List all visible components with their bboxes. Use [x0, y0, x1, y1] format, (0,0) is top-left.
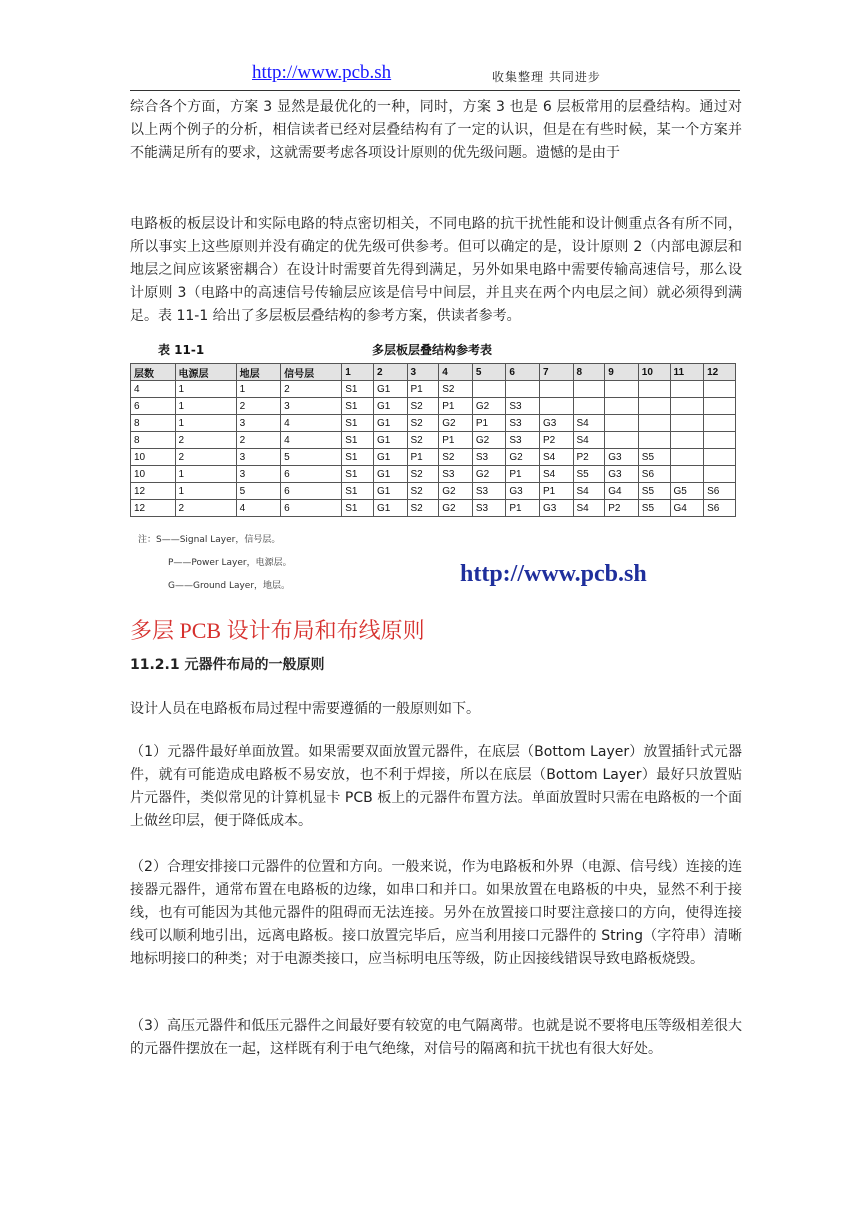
paragraph-intro: 设计人员在电路板布局过程中需要遵循的一般原则如下。 — [130, 701, 480, 717]
table-cell — [605, 398, 639, 415]
table-cell: 4 — [281, 415, 342, 432]
paragraph-rule-1: （1）元器件最好单面放置。如果需要双面放置元器件，在底层（Bottom Layer）放置插针式元器件，就有可能造成电路板不易安放，也不利于焊接，所以在底层（Bottom Layer）最好只放置贴片元器件，类似常见的计算机显卡 PCB 板上的元器件布置方法。单面放置时只需在电路板的一个面上做丝印层，便于降低成本。 — [130, 744, 742, 829]
table-cell — [704, 432, 736, 449]
table-cell: 2 — [281, 381, 342, 398]
table-cell: G1 — [373, 398, 407, 415]
table-cell: G3 — [605, 449, 639, 466]
table-cell — [704, 415, 736, 432]
table-cell: S4 — [539, 466, 573, 483]
table-cell: G3 — [539, 500, 573, 517]
table-notes — [138, 529, 292, 598]
table-cell — [670, 449, 704, 466]
table-cell: P2 — [539, 432, 573, 449]
table-header-cell: 4 — [439, 364, 473, 381]
table-cell — [638, 398, 670, 415]
table-cell: 2 — [175, 500, 236, 517]
table-cell: S1 — [342, 466, 374, 483]
table-cell: S4 — [573, 415, 605, 432]
table-cell: 4 — [281, 432, 342, 449]
table-cell: S3 — [506, 432, 540, 449]
table-cell: 12 — [131, 483, 176, 500]
table-header-cell: 8 — [573, 364, 605, 381]
table-cell: P2 — [573, 449, 605, 466]
section-title: 多层 PCB 设计布局和布线原则 — [130, 618, 425, 643]
table-cell: 8 — [131, 432, 176, 449]
table-cell: 5 — [281, 449, 342, 466]
paragraph-summary: 综合各个方面，方案 3 显然是最优化的一种，同时，方案 3 也是 6 层板常用的层叠结构。通过对以上两个例子的分析，相信读者已经对层叠结构有了一定的认识，但是在有些时候，某一个方案并不能满足所有的要求，这就需要考虑各项设计原则的优先级问题。遗憾的是由于 — [130, 99, 742, 161]
layer-stack-table — [130, 363, 736, 517]
table-cell — [670, 432, 704, 449]
table-cell — [670, 398, 704, 415]
table-cell: 3 — [236, 466, 281, 483]
table-header-cell: 3 — [407, 364, 439, 381]
table-cell: G2 — [439, 415, 473, 432]
table-cell — [573, 398, 605, 415]
table-cell: S5 — [638, 449, 670, 466]
table-cell: P1 — [472, 415, 506, 432]
table-cell: S4 — [573, 500, 605, 517]
table-cell: P1 — [539, 483, 573, 500]
table-cell: 2 — [175, 432, 236, 449]
table-cell: S4 — [539, 449, 573, 466]
table-cell: 3 — [236, 415, 281, 432]
table-header-cell: 11 — [670, 364, 704, 381]
table-cell — [638, 415, 670, 432]
table-cell — [506, 381, 540, 398]
table-cell: S3 — [472, 449, 506, 466]
table-cell: 2 — [236, 432, 281, 449]
table-cell: 1 — [175, 415, 236, 432]
table-cell: 8 — [131, 415, 176, 432]
table-cell: 1 — [175, 381, 236, 398]
section-subtitle: 11.2.1 元器件布局的一般原则 — [130, 657, 325, 673]
table-cell: G3 — [539, 415, 573, 432]
table-cell: S5 — [573, 466, 605, 483]
table-row — [131, 466, 736, 483]
table-header-row — [131, 364, 736, 381]
table-cell: G4 — [670, 500, 704, 517]
watermark-url: http://www.pcb.sh — [460, 561, 647, 587]
table-cell: G3 — [605, 466, 639, 483]
table-cell: G2 — [472, 432, 506, 449]
table-cell — [573, 381, 605, 398]
table-cell: S2 — [439, 449, 473, 466]
table-cell: P1 — [439, 432, 473, 449]
page-header — [130, 62, 740, 91]
table-cell — [704, 381, 736, 398]
table-cell: 6 — [131, 398, 176, 415]
table-cell: G5 — [670, 483, 704, 500]
table-label: 表 11-1 — [158, 343, 205, 357]
table-cell: S3 — [472, 483, 506, 500]
table-cell: G1 — [373, 449, 407, 466]
table-cell: G1 — [373, 483, 407, 500]
table-cell: P1 — [407, 449, 439, 466]
table-cell: 2 — [175, 449, 236, 466]
table-cell: S3 — [506, 398, 540, 415]
table-cell: 12 — [131, 500, 176, 517]
table-cell: G1 — [373, 432, 407, 449]
table-cell: S2 — [407, 500, 439, 517]
table-cell: S6 — [638, 466, 670, 483]
table-cell: G2 — [506, 449, 540, 466]
table-cell — [670, 466, 704, 483]
table-cell: 5 — [236, 483, 281, 500]
table-cell: S1 — [342, 449, 374, 466]
table-cell — [638, 381, 670, 398]
table-cell: G1 — [373, 415, 407, 432]
table-cell: S5 — [638, 500, 670, 517]
table-cell: S2 — [407, 466, 439, 483]
note-ground: G——Ground Layer，地层。 — [168, 581, 291, 591]
table-cell: G1 — [373, 466, 407, 483]
table-cell: S2 — [407, 415, 439, 432]
table-row — [131, 398, 736, 415]
header-url-link[interactable]: http://www.pcb.sh — [252, 62, 392, 83]
table-cell — [605, 415, 639, 432]
table-cell — [704, 398, 736, 415]
table-cell: 4 — [131, 381, 176, 398]
table-cell — [605, 432, 639, 449]
table-cell: S3 — [439, 466, 473, 483]
table-header-cell: 5 — [472, 364, 506, 381]
table-cell: S4 — [573, 483, 605, 500]
table-row — [131, 415, 736, 432]
table-cell: S3 — [472, 500, 506, 517]
table-cell — [704, 466, 736, 483]
table-cell: 10 — [131, 466, 176, 483]
header-tagline: 收集整理 共同进步 — [492, 70, 601, 84]
table-header-cell: 1 — [342, 364, 374, 381]
table-cell: S1 — [342, 483, 374, 500]
note-power: P——Power Layer，电源层。 — [168, 558, 292, 568]
table-header-cell: 层数 — [131, 364, 176, 381]
table-cell — [472, 381, 506, 398]
table-cell: S2 — [439, 381, 473, 398]
table-header-cell: 电源层 — [175, 364, 236, 381]
table-header-cell: 10 — [638, 364, 670, 381]
table-cell: 1 — [175, 398, 236, 415]
table-cell: P1 — [506, 500, 540, 517]
table-cell: 1 — [236, 381, 281, 398]
table-cell: S2 — [407, 398, 439, 415]
table-cell: 1 — [175, 466, 236, 483]
layer-stack-table-figure — [130, 337, 738, 599]
table-cell: P1 — [506, 466, 540, 483]
table-cell: 6 — [281, 483, 342, 500]
table-cell: 3 — [236, 449, 281, 466]
table-cell: G2 — [439, 483, 473, 500]
table-cell: G1 — [373, 381, 407, 398]
table-header-cell: 2 — [373, 364, 407, 381]
table-header-cell: 6 — [506, 364, 540, 381]
table-cell: 2 — [236, 398, 281, 415]
table-cell: G2 — [472, 466, 506, 483]
table-title: 多层板层叠结构参考表 — [372, 343, 493, 357]
table-cell: S1 — [342, 500, 374, 517]
table-cell: G2 — [439, 500, 473, 517]
table-header-cell: 7 — [539, 364, 573, 381]
table-cell: S1 — [342, 398, 374, 415]
table-row — [131, 483, 736, 500]
table-cell: S2 — [407, 432, 439, 449]
table-cell: P1 — [407, 381, 439, 398]
table-cell — [638, 432, 670, 449]
table-cell: 6 — [281, 466, 342, 483]
table-cell: G1 — [373, 500, 407, 517]
table-cell: S1 — [342, 432, 374, 449]
table-cell: 10 — [131, 449, 176, 466]
table-cell: S1 — [342, 381, 374, 398]
table-row — [131, 449, 736, 466]
table-cell: S6 — [704, 483, 736, 500]
table-cell: 3 — [281, 398, 342, 415]
table-cell: S3 — [506, 415, 540, 432]
table-cell: P1 — [439, 398, 473, 415]
table-cell: S4 — [573, 432, 605, 449]
table-cell: P2 — [605, 500, 639, 517]
table-cell: S6 — [704, 500, 736, 517]
table-cell — [670, 415, 704, 432]
table-cell — [704, 449, 736, 466]
paragraph-rule-2: （2）合理安排接口元器件的位置和方向。一般来说，作为电路板和外界（电源、信号线）连接的连接器元器件，通常布置在电路板的边缘，如串口和并口。如果放置在电路板的中央，显然不利于接线，也有可能因为其他元器件的阻碍而无法连接。另外在放置接口时要注意接口的方向，使得连接线可以顺利地引出，远离电路板。接口放置完毕后，应当利用接口元器件的 String（字符串）清晰地标明接口的种类；对于电源类接口，应当标明电压等级，防止因接线错误导致电路板烧毁。 — [130, 859, 742, 967]
table-cell — [670, 381, 704, 398]
table-row — [131, 432, 736, 449]
table-cell — [605, 381, 639, 398]
paragraph-rule-3: （3）高压元器件和低压元器件之间最好要有较宽的电气隔离带。也就是说不要将电压等级相差很大的元器件摆放在一起，这样既有利于电气绝缘，对信号的隔离和抗干扰也有很大好处。 — [130, 1018, 742, 1057]
table-cell: 6 — [281, 500, 342, 517]
table-cell — [539, 398, 573, 415]
table-row — [131, 500, 736, 517]
table-cell: S1 — [342, 415, 374, 432]
table-header-cell: 信号层 — [281, 364, 342, 381]
table-cell: 1 — [175, 483, 236, 500]
table-cell: S2 — [407, 483, 439, 500]
table-header-cell: 9 — [605, 364, 639, 381]
table-cell — [539, 381, 573, 398]
table-row — [131, 381, 736, 398]
table-header-cell: 地层 — [236, 364, 281, 381]
table-cell: G3 — [506, 483, 540, 500]
table-cell: S5 — [638, 483, 670, 500]
table-header-cell: 12 — [704, 364, 736, 381]
table-cell: G4 — [605, 483, 639, 500]
note-signal: 注：S——Signal Layer，信号层。 — [138, 535, 281, 545]
paragraph-layer-design: 电路板的板层设计和实际电路的特点密切相关，不同电路的抗干扰性能和设计侧重点各有所不同，所以事实上这些原则并没有确定的优先级可供参考。但可以确定的是，设计原则 2（内部电源层和地层之间应该紧密耦合）在设计时需要首先得到满足，另外如果电路中需要传输高速信号，那么设计原则 3（电路中的高速信号传输层应该是信号中间层，并且夹在两个内电层之间）就必须得到满足。表 11-1 给出了多层板层叠结构的参考方案，供读者参考。 — [130, 216, 742, 324]
table-cell: 4 — [236, 500, 281, 517]
table-cell: G2 — [472, 398, 506, 415]
